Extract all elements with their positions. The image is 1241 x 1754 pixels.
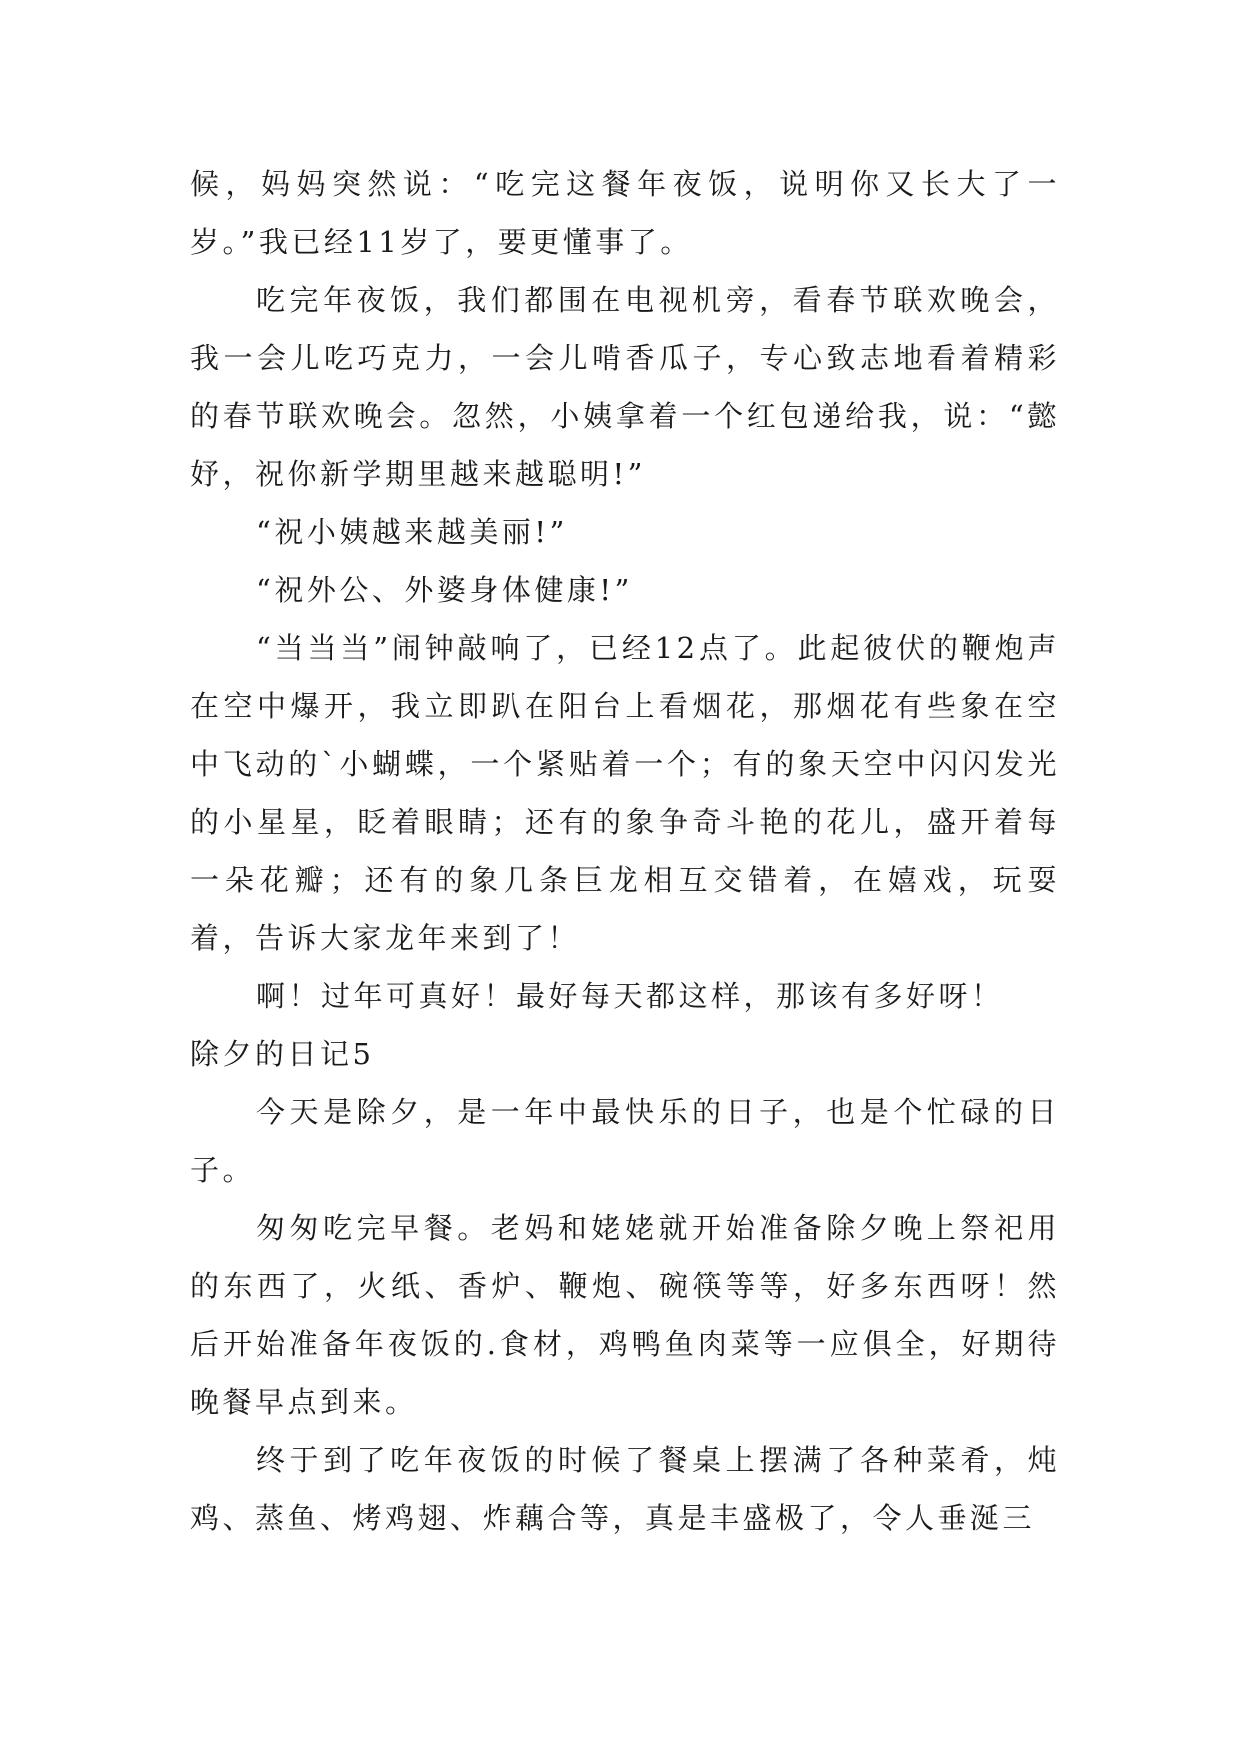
section-title: 除夕的日记5 xyxy=(190,1037,375,1071)
section-paragraph-2: 匆匆吃完早餐。老妈和姥姥就开始准备除夕晚上祭祀用的东西了，火纸、香炉、鞭炮、碗筷等等，好多东西呀！然后开始准备年夜饭的.食材，鸡鸭鱼肉菜等一应俱全，好期待晚餐早点到来。 xyxy=(190,1211,1060,1419)
paragraph-1: 候，妈妈突然说：“吃完这餐年夜饭，说明你又长大了一岁。”我已经11岁了，要更懂事了。 xyxy=(190,167,1060,259)
paragraph-3: “祝小姨越来越美丽!” xyxy=(256,515,568,549)
section-paragraph-3: 终于到了吃年夜饭的时候了餐桌上摆满了各种菜肴，炖鸡、蒸鱼、烤鸡翅、炸藕合等，真是丰盛极了，令人垂涎三 xyxy=(190,1443,1060,1535)
paragraph-2: 吃完年夜饭，我们都围在电视机旁，看春节联欢晚会，我一会儿吃巧克力，一会儿啃香瓜子，专心致志地看着精彩的春节联欢晚会。忽然，小姨拿着一个红包递给我，说：“懿妤，祝你新学期里越来越聪明!” xyxy=(190,283,1060,491)
section-paragraph-1: 今天是除夕，是一年中最快乐的日子，也是个忙碌的日子。 xyxy=(190,1095,1060,1187)
paragraph-4: “祝外公、外婆身体健康!” xyxy=(256,573,633,607)
paragraph-6: 啊！过年可真好！最好每天都这样，那该有多好呀！ xyxy=(256,979,1004,1013)
document-body xyxy=(190,155,1060,1547)
paragraph-5: “当当当”闹钟敲响了，已经12点了。此起彼伏的鞭炮声在空中爆开，我立即趴在阳台上看烟花，那烟花有些象在空中飞动的`小蝴蝶，一个紧贴着一个；有的象天空中闪闪发光的小星星，眨着眼睛；还有的象争奇斗艳的花儿，盛开着每一朵花瓣；还有的象几条巨龙相互交错着，在嬉戏，玩耍着，告诉大家龙年来到了！ xyxy=(190,631,1060,955)
